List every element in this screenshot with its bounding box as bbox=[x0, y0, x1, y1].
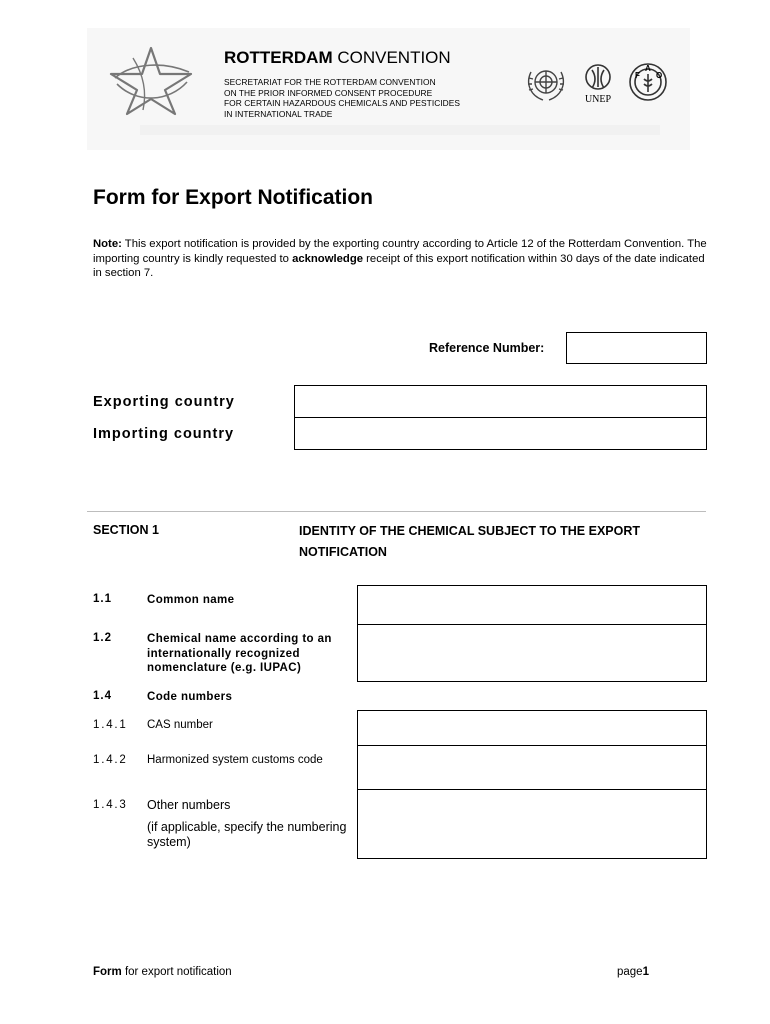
other-numbers-label: Other numbers bbox=[147, 798, 231, 812]
footer-title bbox=[93, 966, 232, 978]
hs-code-field[interactable] bbox=[357, 745, 707, 790]
field-number-1-2: 1.2 bbox=[93, 632, 112, 644]
convention-title-rest: CONVENTION bbox=[332, 48, 451, 67]
section-1-label: SECTION 1 bbox=[93, 523, 159, 537]
note-paragraph bbox=[93, 237, 713, 281]
exporting-country-label: Exporting country bbox=[93, 394, 235, 410]
chemical-name-field[interactable] bbox=[357, 624, 707, 682]
unep-logo bbox=[576, 62, 620, 104]
unep-label: UNEP bbox=[584, 94, 612, 104]
field-number-1-4: 1.4 bbox=[93, 690, 112, 702]
code-numbers-label: Code numbers bbox=[147, 691, 233, 703]
field-number-1-4-2: 1.4.2 bbox=[93, 754, 128, 766]
fao-letter: F bbox=[635, 71, 640, 80]
other-numbers-sublabel: (if applicable, specify the numbering system) bbox=[147, 820, 347, 849]
reference-number-label: Reference Number: bbox=[429, 341, 545, 355]
rotterdam-star-logo bbox=[103, 44, 199, 116]
convention-title bbox=[224, 48, 451, 68]
chemical-name-label: Chemical name according to an internationally recognized nomenclature (e.g. IUPAC) bbox=[147, 633, 332, 674]
common-name-label: Common name bbox=[147, 594, 235, 606]
un-emblem-logo bbox=[523, 62, 569, 104]
page-number bbox=[617, 966, 649, 978]
cas-number-label: CAS number bbox=[147, 719, 213, 731]
subtitle-line: FOR CERTAIN HAZARDOUS CHEMICALS AND PESTICIDES bbox=[224, 98, 461, 109]
fao-letter: A bbox=[645, 64, 651, 73]
fao-letter: O bbox=[656, 71, 663, 80]
importing-country-label: Importing country bbox=[93, 426, 235, 442]
note-text: This export notification is provided by the exporting country according to Article 12 of the Rotterdam Convention. The importing country is kindly requested to bbox=[93, 238, 707, 265]
page-number-value: 1 bbox=[642, 966, 649, 978]
common-name-field[interactable] bbox=[357, 585, 707, 625]
footer-title-bold: Form bbox=[93, 966, 122, 978]
field-number-1-4-1: 1.4.1 bbox=[93, 719, 128, 731]
cas-number-field[interactable] bbox=[357, 710, 707, 746]
other-numbers-field[interactable] bbox=[357, 789, 707, 859]
note-text-end: receipt of this export notification within 30 days of the date indicated in section 7. bbox=[93, 252, 705, 280]
other-numbers-label-group bbox=[147, 798, 347, 850]
importing-country-field[interactable] bbox=[294, 417, 707, 450]
page-label: page bbox=[617, 966, 643, 978]
reference-number-field[interactable] bbox=[566, 332, 707, 364]
exporting-country-field[interactable] bbox=[294, 385, 707, 418]
subtitle-line: IN INTERNATIONAL TRADE bbox=[224, 108, 333, 119]
fao-logo bbox=[626, 62, 670, 104]
convention-subtitle bbox=[224, 77, 460, 119]
form-title: Form for Export Notification bbox=[93, 186, 373, 209]
footer-title-rest: for export notification bbox=[121, 966, 232, 978]
section-divider bbox=[87, 511, 706, 512]
note-label: Note: bbox=[93, 238, 122, 250]
field-number-1-1: 1.1 bbox=[93, 593, 112, 605]
hs-code-label: Harmonized system customs code bbox=[147, 754, 323, 766]
note-emphasis: acknowledge bbox=[292, 252, 364, 265]
field-number-1-4-3: 1.4.3 bbox=[93, 799, 128, 811]
letterhead-faded-strip bbox=[140, 125, 660, 135]
subtitle-line: SECRETARIAT FOR THE ROTTERDAM CONVENTION bbox=[224, 77, 436, 87]
convention-title-bold: ROTTERDAM bbox=[224, 48, 333, 67]
section-1-title: IDENTITY OF THE CHEMICAL SUBJECT TO THE EXPORT NOTIFICATION bbox=[299, 524, 641, 559]
subtitle-line: ON THE PRIOR INFORMED CONSENT PROCEDURE bbox=[224, 87, 433, 98]
